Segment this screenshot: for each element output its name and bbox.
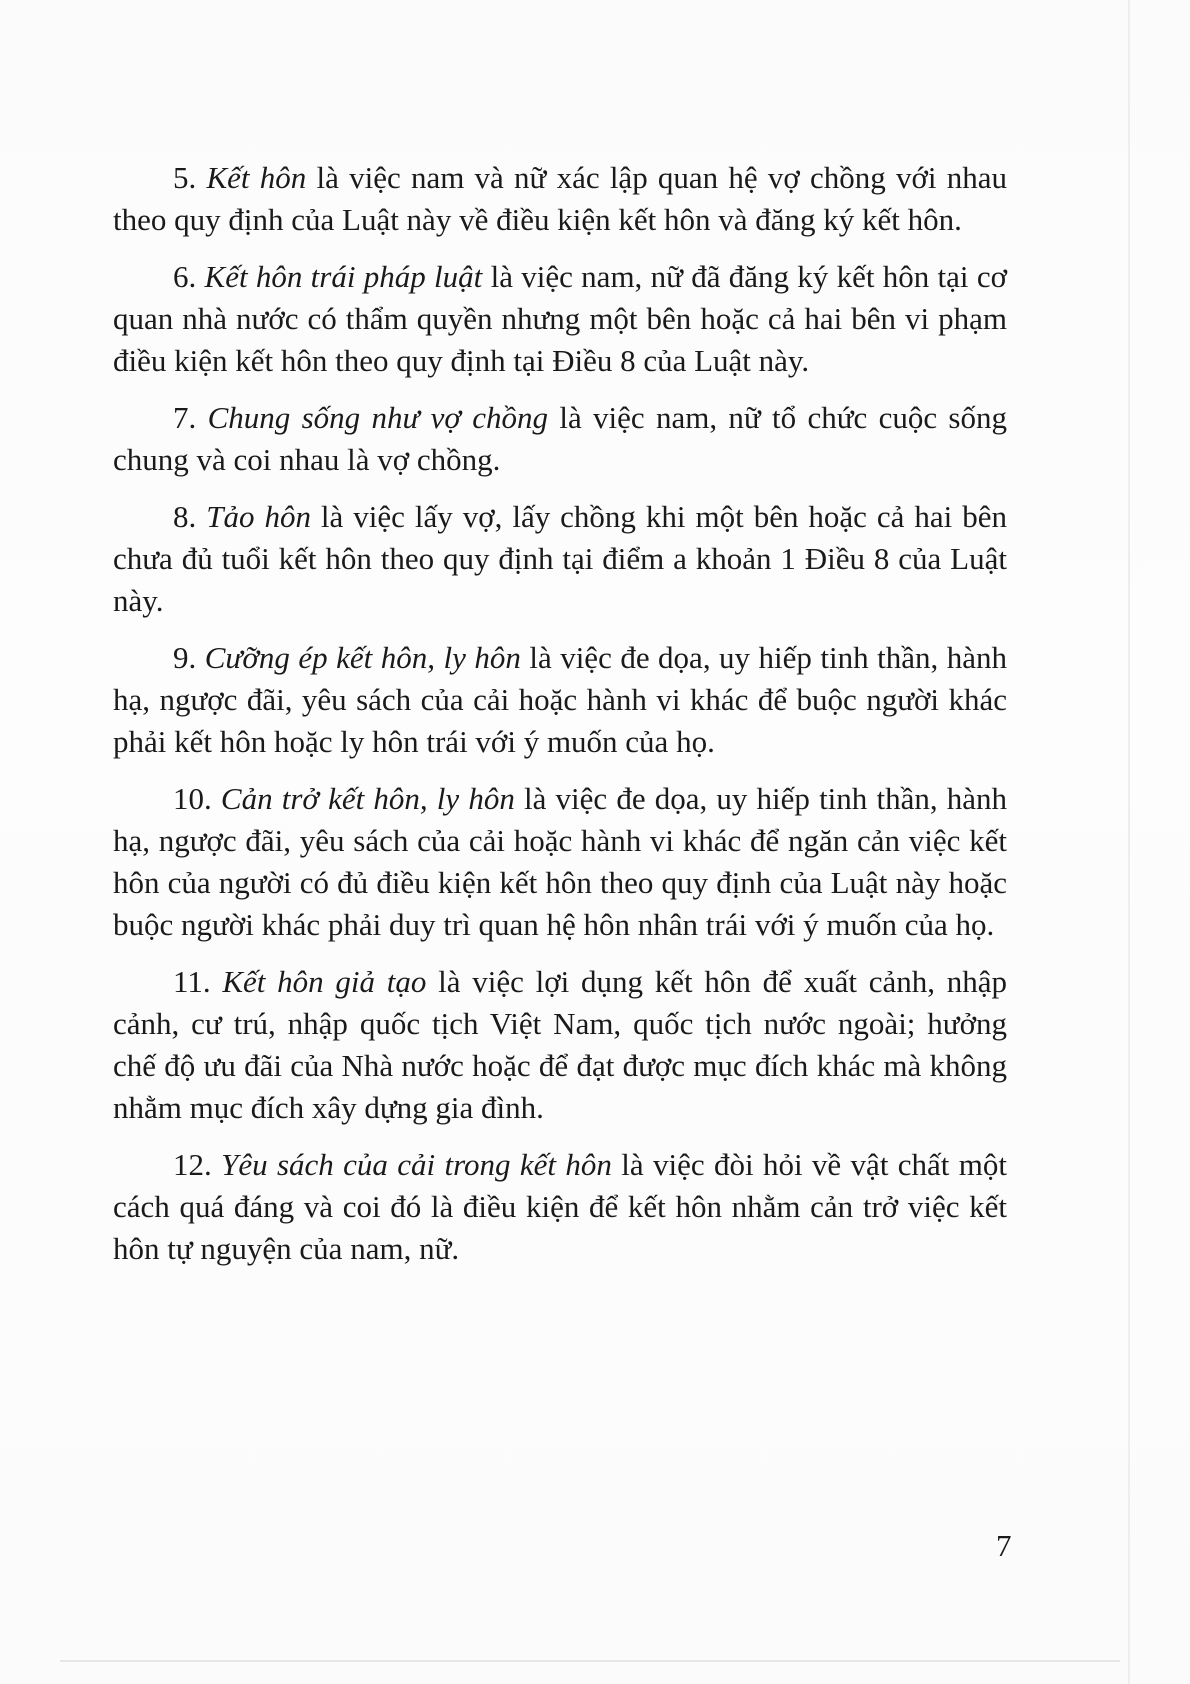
definition-paragraph-6 bbox=[113, 256, 1007, 382]
definitions-text bbox=[113, 157, 1007, 1285]
clause-number: 12. bbox=[173, 1147, 222, 1182]
definition-body: là việc nam, nữ tổ chức cuộc sống chung và coi nhau là vợ chồng. bbox=[113, 400, 1007, 477]
definition-body: là việc lấy vợ, lấy chồng khi một bên hoặc cả hai bên chưa đủ tuổi kết hôn theo quy định tại điểm a khoản 1 Điều 8 của Luật này. bbox=[113, 499, 1008, 618]
definition-body: là việc đòi hỏi về vật chất một cách quá đáng và coi đó là điều kiện để kết hôn nhằm cản trở việc kết hôn tự nguyện của nam, nữ. bbox=[113, 1147, 1008, 1266]
definition-paragraph-12 bbox=[113, 1144, 1007, 1270]
defined-term: Chung sống như vợ chồng bbox=[207, 400, 549, 435]
defined-term: Kết hôn bbox=[206, 160, 307, 195]
defined-term: Kết hôn trái pháp luật bbox=[204, 259, 483, 294]
clause-number: 9. bbox=[173, 640, 205, 675]
defined-term: Yêu sách của cải trong kết hôn bbox=[221, 1147, 612, 1182]
page-number: 7 bbox=[996, 1528, 1012, 1563]
definition-paragraph-8 bbox=[113, 496, 1007, 622]
definition-body: là việc lợi dụng kết hôn để xuất cảnh, nhập cảnh, cư trú, nhập quốc tịch Việt Nam, quốc tịch nước ngoài; hưởng chế độ ưu đãi của Nhà nước hoặc để đạt được mục đích khác mà không nhằm mục đích xây dựng gia đình. bbox=[113, 964, 1007, 1125]
defined-term: Kết hôn giả tạo bbox=[222, 964, 427, 999]
defined-term: Tảo hôn bbox=[206, 499, 311, 534]
definition-body: là việc đe dọa, uy hiếp tinh thần, hành hạ, ngược đãi, yêu sách của cải hoặc hành vi khác để ngăn cản việc kết hôn của người có đủ điều kiện kết hôn theo quy định của Luật này hoặc buộc người khác phải duy trì quan hệ hôn nhân trái với ý muốn của họ. bbox=[113, 781, 1007, 942]
definition-paragraph-9 bbox=[113, 637, 1007, 763]
clause-number: 11. bbox=[173, 964, 223, 999]
clause-number: 5. bbox=[173, 160, 207, 195]
definition-body: là việc đe dọa, uy hiếp tinh thần, hành hạ, ngược đãi, yêu sách của cải hoặc hành vi khác để buộc người khác phải kết hôn hoặc ly hôn trái với ý muốn của họ. bbox=[113, 640, 1007, 759]
defined-term: Cản trở kết hôn, ly hôn bbox=[220, 781, 515, 816]
definition-body: là việc nam và nữ xác lập quan hệ vợ chồng với nhau theo quy định của Luật này về điều kiện kết hôn và đăng ký kết hôn. bbox=[113, 160, 1007, 237]
clause-number: 6. bbox=[173, 259, 205, 294]
clause-number: 10. bbox=[173, 781, 221, 816]
clause-number: 7. bbox=[173, 400, 208, 435]
definition-paragraph-7 bbox=[113, 397, 1007, 481]
definition-paragraph-10 bbox=[113, 778, 1007, 946]
definition-paragraph-11 bbox=[113, 961, 1007, 1129]
clause-number: 8. bbox=[173, 499, 207, 534]
definition-body: là việc nam, nữ đã đăng ký kết hôn tại cơ quan nhà nước có thẩm quyền nhưng một bên hoặc cả hai bên vi phạm điều kiện kết hôn theo quy định tại Điều 8 của Luật này. bbox=[113, 259, 1007, 378]
defined-term: Cưỡng ép kết hôn, ly hôn bbox=[204, 640, 521, 675]
definition-paragraph-5 bbox=[113, 157, 1007, 241]
